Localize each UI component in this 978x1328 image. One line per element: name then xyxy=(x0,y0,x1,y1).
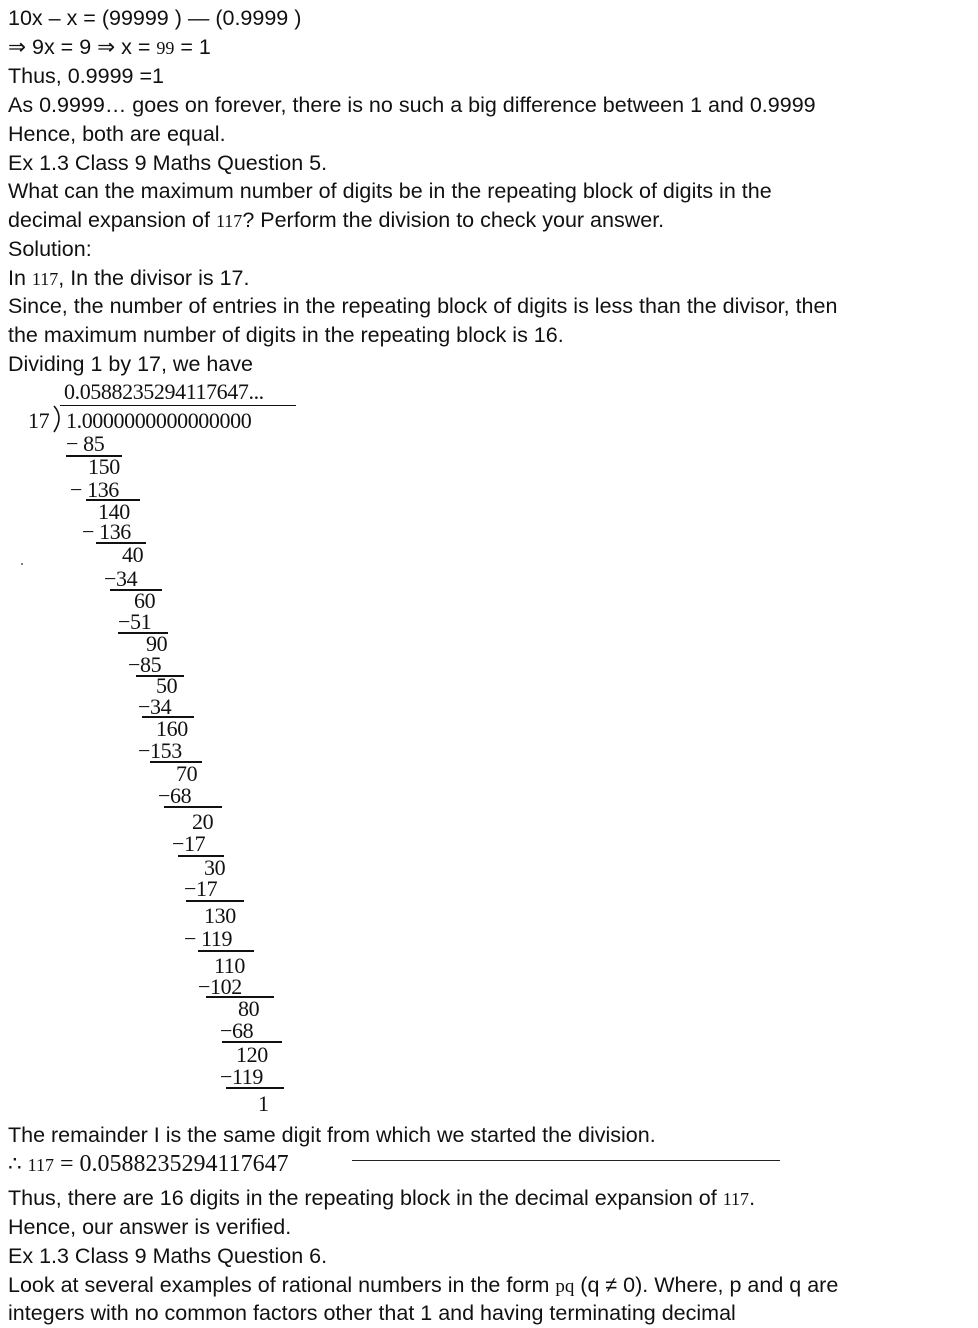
step-remainder: 70 xyxy=(176,761,198,786)
fraction-117: 117 xyxy=(31,269,59,289)
explanation-line: As 0.9999… goes on forever, there is no such a big difference between 1 and 0.9999 xyxy=(8,93,816,117)
fraction-117: 117 xyxy=(215,211,243,231)
step-sub: −153 xyxy=(138,738,182,763)
step-sub: − 136 xyxy=(70,477,119,502)
step-bar xyxy=(198,950,254,952)
step-remainder: 160 xyxy=(156,716,188,741)
conclusion-text: Thus, there are 16 digits in the repeating block in the decimal expansion of xyxy=(8,1186,723,1210)
quotient: 0.0588235294117647... xyxy=(64,379,264,404)
divisor-line xyxy=(8,264,249,294)
stray-dot xyxy=(21,563,23,565)
therefore-symbol: ∴ xyxy=(8,1152,28,1176)
step-remainder: 30 xyxy=(204,855,226,880)
step-remainder: 40 xyxy=(122,542,144,567)
dividend: 1.0000000000000000 xyxy=(66,408,252,433)
step-bar xyxy=(164,806,222,808)
step-remainder: 20 xyxy=(192,809,214,834)
question-6-text-1 xyxy=(8,1271,838,1301)
step-remainder: 90 xyxy=(146,631,168,656)
in-text: In xyxy=(8,266,32,290)
period: . xyxy=(749,1186,756,1210)
fraction-117: 117 xyxy=(27,1155,54,1175)
verified-line: Hence, our answer is verified. xyxy=(8,1215,292,1239)
q6-text-start: Look at several examples of rational numbers in the form xyxy=(8,1273,556,1297)
step-sub: −17 xyxy=(184,876,218,901)
fraction-99: 99 xyxy=(156,38,175,58)
solution-label: Solution: xyxy=(8,237,92,261)
q6-text-end: (q ≠ 0). Where, p and q are xyxy=(574,1273,839,1297)
step-remainder: 130 xyxy=(204,903,236,928)
step-sub: −102 xyxy=(198,974,242,999)
question-6-text-2: integers with no common factors other that 1 and having terminating decimal xyxy=(8,1301,736,1325)
step-remainder: 50 xyxy=(156,673,178,698)
repeating-bar xyxy=(352,1160,780,1161)
step-remainder: 80 xyxy=(238,996,260,1021)
q5-text-start: decimal expansion of xyxy=(8,208,216,232)
step-remainder: 60 xyxy=(134,588,156,613)
division-bracket-icon xyxy=(52,405,66,433)
step-sub: −68 xyxy=(220,1018,254,1043)
step-sub: − 136 xyxy=(82,519,131,544)
question-6-heading: Ex 1.3 Class 9 Maths Question 6. xyxy=(8,1244,328,1268)
step-sub: − 119 xyxy=(184,926,233,951)
step-remainder: 150 xyxy=(88,454,120,479)
step-remainder: 1 xyxy=(258,1091,269,1116)
step-sub: −34 xyxy=(104,566,138,591)
step-bar xyxy=(226,1087,284,1089)
divisor-text: , In the divisor is 17. xyxy=(58,266,250,290)
fraction-pq: pq xyxy=(555,1276,575,1297)
hence-line: Hence, both are equal. xyxy=(8,122,226,146)
result-line xyxy=(8,1150,289,1180)
equation-text: ⇒ 9x = 9 ⇒ x = xyxy=(8,35,157,59)
step-sub: −34 xyxy=(138,694,172,719)
since-line-2: the maximum number of digits in the repeating block is 16. xyxy=(8,323,564,347)
remainder-line: The remainder I is the same digit from which we started the division. xyxy=(8,1123,656,1147)
division-bar xyxy=(60,405,296,406)
divisor: 17 xyxy=(28,408,50,433)
since-line-1: Since, the number of entries in the repeating block of digits is less than the divisor, then xyxy=(8,294,838,318)
equation-line-1: 10x – x = (99999 ) — (0.9999 ) xyxy=(8,6,302,30)
step-sub: −17 xyxy=(172,831,206,856)
equals-one: = 1 xyxy=(174,35,211,59)
thus-line: Thus, 0.9999 =1 xyxy=(8,64,164,88)
q5-text-end: ? Perform the division to check your answer. xyxy=(242,208,665,232)
step-sub: −85 xyxy=(128,652,162,677)
step-remainder: 120 xyxy=(236,1042,268,1067)
question-5-heading: Ex 1.3 Class 9 Maths Question 5. xyxy=(8,151,328,175)
question-5-text-1: What can the maximum number of digits be in the repeating block of digits in the xyxy=(8,179,772,203)
decimal-result: = 0.0588235294117647 xyxy=(54,1151,289,1177)
equation-line-2 xyxy=(8,33,211,63)
step-sub: −51 xyxy=(118,609,152,634)
step-remainder: 140 xyxy=(98,499,130,524)
step-remainder: 110 xyxy=(214,953,245,978)
dividing-line: Dividing 1 by 17, we have xyxy=(8,352,254,376)
fraction-117: 117 xyxy=(722,1189,750,1209)
step-sub: −119 xyxy=(220,1064,263,1089)
conclusion-line xyxy=(8,1184,755,1214)
step-sub: −68 xyxy=(158,783,192,808)
step-sub: − 85 xyxy=(66,431,105,456)
step-bar xyxy=(186,900,244,902)
question-5-text-2 xyxy=(8,206,664,236)
